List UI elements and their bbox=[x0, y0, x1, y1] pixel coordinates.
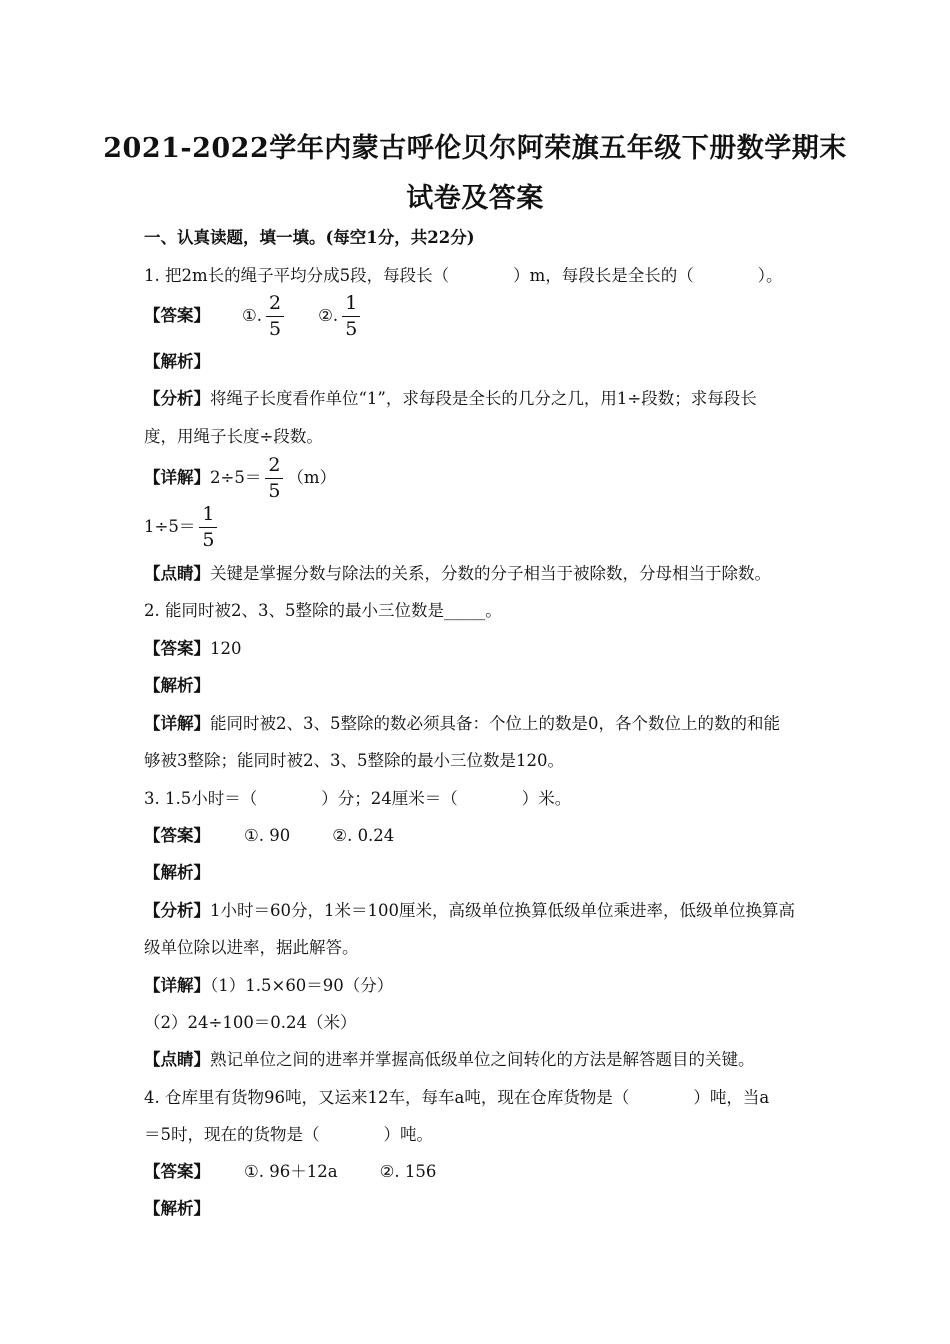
q4-question-line-2 bbox=[144, 1121, 433, 1145]
q3-analysis-line-1 bbox=[144, 897, 795, 921]
q3-answer-2: ②. 0.24 bbox=[332, 826, 395, 845]
fraction-denominator: 5 bbox=[345, 318, 358, 340]
q1-jiexi-label: 【解析】 bbox=[144, 352, 210, 371]
q1-analysis-line-1 bbox=[144, 385, 757, 409]
fraction-denominator: 5 bbox=[269, 318, 282, 340]
fraction-numerator: 1 bbox=[345, 292, 358, 314]
fraction-denominator: 5 bbox=[268, 480, 281, 502]
q4-question-line-1 bbox=[144, 1084, 769, 1108]
q1-answer bbox=[144, 294, 364, 339]
q1-key-point bbox=[144, 560, 771, 584]
q1-answer-label: 【答案】 bbox=[144, 306, 210, 325]
q3-question-part-a: 3. 1.5小时＝（ bbox=[144, 789, 258, 808]
q1-calc-1-prefix: 2÷5＝ bbox=[210, 468, 262, 487]
q1-detail-label: 【详解】 bbox=[144, 468, 210, 487]
q3-detail-line-2: （2）24÷100＝0.24（米） bbox=[144, 1013, 357, 1032]
q1-calc-1-fraction bbox=[265, 456, 283, 501]
q3-jiexi-label: 【解析】 bbox=[144, 863, 210, 882]
q3-question-part-b: ）分；24厘米＝（ bbox=[321, 789, 458, 808]
q4-answer bbox=[144, 1158, 436, 1182]
q3-question-part-c: ）米。 bbox=[521, 789, 572, 808]
fraction-numerator: 2 bbox=[269, 292, 282, 314]
q3-answer-1: ①. 90 bbox=[244, 826, 291, 845]
q3-analysis-line-2: 级单位除以进率，据此解答。 bbox=[144, 938, 359, 957]
q1-calc-2-fraction bbox=[199, 505, 217, 550]
q3-detail-label: 【详解】 bbox=[144, 976, 210, 995]
q3-key-point bbox=[144, 1046, 755, 1070]
q1-analysis-label: 【分析】 bbox=[144, 389, 210, 408]
fraction-denominator: 5 bbox=[202, 529, 215, 551]
q1-question-part-c: ）。 bbox=[757, 266, 783, 285]
q1-analysis-text-1: 将绳子长度看作单位“1”，求每段是全长的几分之几，用1÷段数；求每段长 bbox=[210, 389, 757, 408]
q4-answer-label: 【答案】 bbox=[144, 1162, 210, 1181]
q2-jiexi-label: 【解析】 bbox=[144, 676, 210, 695]
q1-key-point-text: 关键是掌握分数与除法的关系，分数的分子相当于被除数，分母相当于除数。 bbox=[210, 564, 771, 583]
fraction-numerator: 2 bbox=[268, 454, 281, 476]
q1-question-part-b: ）m，每段长是全长的（ bbox=[513, 266, 694, 285]
q3-analysis-label: 【分析】 bbox=[144, 901, 210, 920]
q1-question-part-a: 1. 把2m长的绳子平均分成5段，每段长（ bbox=[144, 266, 450, 285]
q3-key-point-label: 【点睛】 bbox=[144, 1050, 210, 1069]
q4-answer-1: ①. 96＋12a bbox=[244, 1162, 338, 1181]
q2-detail-line-2: 够被3整除；能同时被2、3、5整除的最小三位数是120。 bbox=[144, 751, 564, 770]
section-heading: 一、认真读题，填一填。(每空1分，共22分) bbox=[144, 228, 475, 247]
q2-detail-text-1: 能同时被2、3、5整除的数必须具备：个位上的数是0，各个数位上的数的和能 bbox=[210, 714, 780, 733]
q4-jiexi-label: 【解析】 bbox=[144, 1199, 210, 1218]
document-title-line-1: 2021-2022学年内蒙古呼伦贝尔阿荣旗五年级下册数学期末 bbox=[103, 133, 847, 164]
q2-question: 2. 能同时被2、3、5整除的最小三位数是_____。 bbox=[144, 601, 502, 620]
q2-answer-label: 【答案】 bbox=[144, 639, 210, 658]
q4-question-part-a: 4. 仓库里有货物96吨，又运来12车，每车a吨，现在仓库货物是（ bbox=[144, 1088, 630, 1107]
q1-answer-2-marker: ②. bbox=[318, 306, 339, 325]
q1-calc-1-unit: （m） bbox=[287, 468, 337, 487]
q4-question-part-b: ）吨，当a bbox=[693, 1088, 770, 1107]
q4-question-part-d: ）吨。 bbox=[383, 1125, 433, 1144]
q2-answer bbox=[144, 635, 242, 659]
q1-answer-2-fraction bbox=[342, 294, 360, 339]
q1-detail-line-2 bbox=[144, 505, 221, 550]
q1-answer-1-marker: ①. bbox=[242, 306, 263, 325]
q1-detail-line-1 bbox=[144, 456, 336, 501]
q4-answer-2: ②. 156 bbox=[379, 1162, 437, 1181]
document-title-line-2: 试卷及答案 bbox=[406, 183, 544, 214]
q1-key-point-label: 【点睛】 bbox=[144, 564, 210, 583]
q1-answer-1-fraction bbox=[266, 294, 284, 339]
q2-detail-line-1 bbox=[144, 710, 780, 734]
q3-analysis-text-1: 1小时＝60分，1米＝100厘米，高级单位换算低级单位乘进率，低级单位换算高 bbox=[210, 901, 795, 920]
q3-question bbox=[144, 785, 571, 809]
fraction-numerator: 1 bbox=[202, 503, 215, 525]
q3-detail-line-1 bbox=[144, 972, 393, 996]
q4-question-part-c: ＝5时，现在的货物是（ bbox=[144, 1125, 320, 1144]
q3-key-point-text: 熟记单位之间的进率并掌握高低级单位之间转化的方法是解答题目的关键。 bbox=[210, 1050, 755, 1069]
q1-question bbox=[144, 262, 783, 286]
q3-answer-label: 【答案】 bbox=[144, 826, 210, 845]
q1-analysis-line-2: 度，用绳子长度÷段数。 bbox=[144, 427, 323, 446]
q2-answer-value: 120 bbox=[210, 639, 242, 658]
q2-detail-label: 【详解】 bbox=[144, 714, 210, 733]
q3-answer bbox=[144, 822, 394, 846]
q3-detail-text-1: （1）1.5×60＝90（分） bbox=[210, 976, 394, 995]
q1-calc-2-prefix: 1÷5＝ bbox=[144, 517, 196, 536]
